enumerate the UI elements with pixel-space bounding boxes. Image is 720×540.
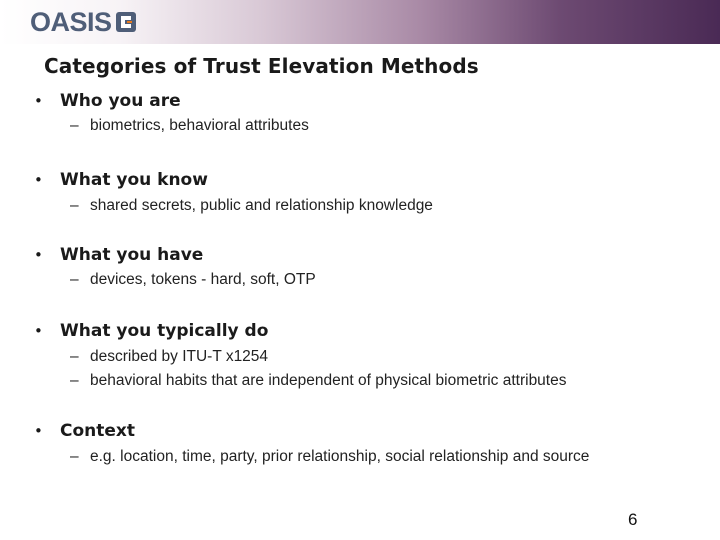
bullet-label: Who you are <box>60 91 181 111</box>
bullet-what-you-have <box>34 245 203 266</box>
sub-item-text: behavioral habits that are independent of physical biometric attributes <box>90 372 567 389</box>
bullet-label: What you know <box>60 170 208 190</box>
bullet-glyph: • <box>34 422 43 440</box>
oasis-logo-icon <box>116 12 136 32</box>
bullet-context <box>34 421 135 442</box>
sub-item-text: described by ITU-T x1254 <box>90 348 269 365</box>
bullet-who-you-are <box>34 91 181 112</box>
oasis-logo <box>30 7 136 37</box>
dash-glyph: – <box>70 271 79 288</box>
page-number: 6 <box>628 510 638 529</box>
sub-item <box>70 448 630 466</box>
dash-glyph: – <box>70 117 79 134</box>
bullet-what-you-typically-do <box>34 321 268 342</box>
dash-glyph: – <box>70 197 79 214</box>
sub-item-text: devices, tokens - hard, soft, OTP <box>90 271 316 288</box>
bullet-glyph: • <box>34 246 43 264</box>
sub-item-text: biometrics, behavioral attributes <box>90 117 309 134</box>
dash-glyph: – <box>70 348 79 365</box>
sub-item <box>70 117 670 135</box>
sub-item <box>70 348 670 366</box>
bullet-what-you-know <box>34 170 208 191</box>
sub-item <box>70 372 670 390</box>
slide-title: Categories of Trust Elevation Methods <box>44 54 479 78</box>
dash-glyph: – <box>70 448 79 465</box>
sub-item-text: e.g. location, time, party, prior relationship, social relationship and source <box>90 448 590 465</box>
logo-wordmark: OASIS <box>30 6 112 37</box>
dash-glyph: – <box>70 372 79 389</box>
bullet-glyph: • <box>34 322 43 340</box>
sub-item <box>70 197 670 215</box>
sub-item-text: shared secrets, public and relationship knowledge <box>90 197 433 214</box>
sub-item <box>70 271 670 289</box>
bullet-label: What you have <box>60 245 204 265</box>
bullet-glyph: • <box>34 171 43 189</box>
bullet-glyph: • <box>34 92 43 110</box>
bullet-label: What you typically do <box>60 321 269 341</box>
bullet-label: Context <box>60 421 136 441</box>
